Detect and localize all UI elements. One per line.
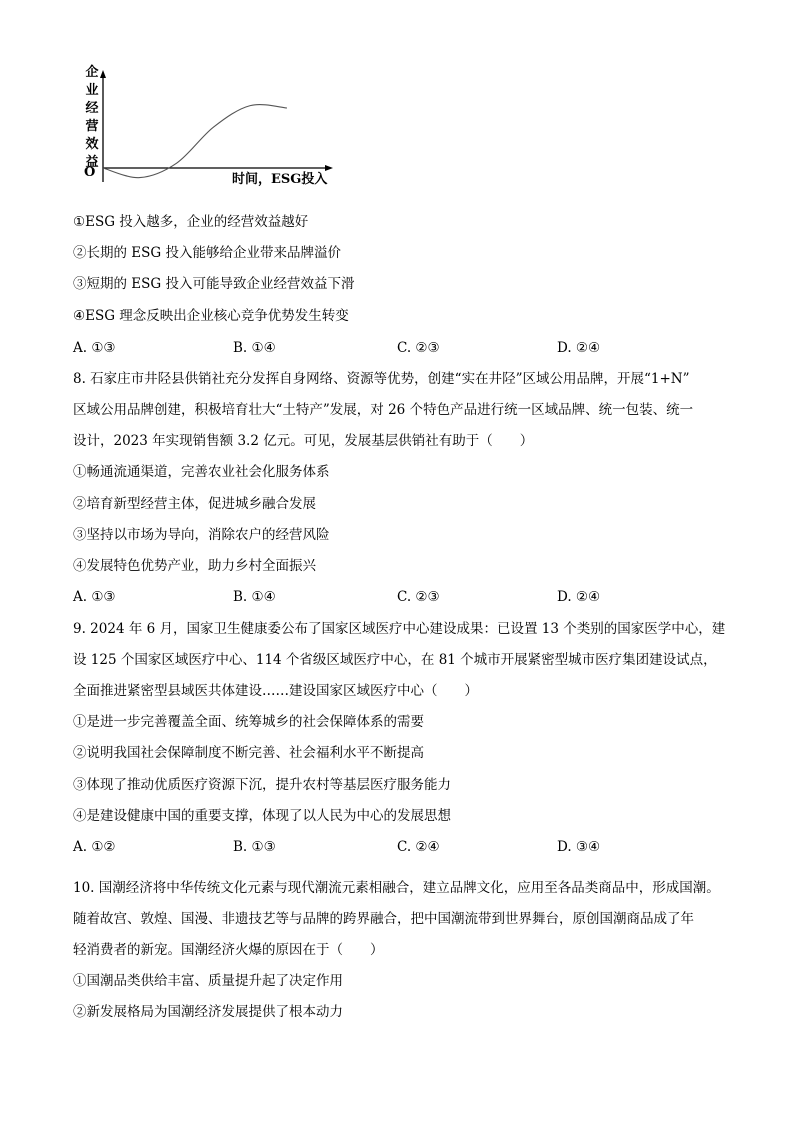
q8-item-4: ④发展特色优势产业，助力乡村全面振兴	[73, 558, 316, 574]
q7-item-3: ③短期的 ESG 投入可能导致企业经营效益下滑	[73, 276, 355, 292]
q8-option-b: B. ①④	[233, 589, 276, 605]
q7-item-4: ④ESG 理念反映出企业核心竞争优势发生转变	[73, 308, 349, 324]
q7-item-1: ①ESG 投入越多，企业的经营效益越好	[73, 214, 309, 230]
q9-option-b: B. ①③	[233, 839, 276, 855]
q8-stem-line-2: 区域公用品牌创建，积极培育壮大“土特产”发展，对 26 个特色产品进行统一区域品牌、统一包装、统一	[73, 402, 694, 418]
q10-stem-line-1: 10. 国潮经济将中华传统文化元素与现代潮流元素相融合，建立品牌文化，应用至各品类商品中，形成国潮。	[73, 880, 720, 896]
q10-item-1: ①国潮品类供给丰富、质量提升起了决定作用	[73, 973, 343, 989]
chart-y-axis-label: 企业经营效益	[85, 65, 99, 170]
esg-benefit-curve	[103, 105, 287, 178]
q8-option-c: C. ②③	[397, 589, 440, 605]
q9-item-2: ②说明我国社会保障制度不断完善、社会福利水平不断提高	[73, 745, 424, 761]
q8-stem-line-1: 8. 石家庄市井陉县供销社充分发挥自身网络、资源等优势，创建“实在井陉”区域公用品牌，开展“1+N”	[73, 371, 690, 387]
q9-item-4: ④是建设健康中国的重要支撑，体现了以人民为中心的发展思想	[73, 808, 451, 824]
q9-option-a: A. ①②	[73, 839, 116, 855]
q10-stem-line-2: 随着故宫、敦煌、国漫、非遗技艺等与品牌的跨界融合，把中国潮流带到世界舞台，原创国潮商品成了年	[73, 911, 694, 927]
q8-option-a: A. ①③	[73, 589, 116, 605]
q9-item-3: ③体现了推动优质医疗资源下沉，提升农村等基层医疗服务能力	[73, 777, 451, 793]
q8-item-2: ②培育新型经营主体，促进城乡融合发展	[73, 496, 316, 512]
q7-option-c: C. ②③	[397, 340, 440, 356]
q9-stem-line-1: 9. 2024 年 6 月，国家卫生健康委公布了国家区域医疗中心建设成果：已设置 13 个类别的国家医学中心，建	[73, 621, 726, 637]
y-axis-arrow	[100, 70, 106, 78]
q10-stem-line-3: 轻消费者的新宠。国潮经济火爆的原因在于（ ）	[73, 942, 384, 958]
q8-item-1: ①畅通流通渠道，完善农业社会化服务体系	[73, 464, 330, 480]
chart-x-axis-label: 时间，ESG投入	[232, 172, 328, 187]
q10-item-2: ②新发展格局为国潮经济发展提供了根本动力	[73, 1004, 343, 1020]
q7-option-a: A. ①③	[73, 340, 116, 356]
q7-item-2: ②长期的 ESG 投入能够给企业带来品牌溢价	[73, 245, 341, 261]
x-axis-arrow	[325, 165, 333, 171]
q9-stem-line-2: 设 125 个国家区域医疗中心、114 个省级区域医疗中心，在 81 个城市开展紧密型城市医疗集团建设试点，	[73, 652, 717, 668]
q9-stem-line-3: 全面推进紧密型县域医共体建设……建设国家区域医疗中心（ ）	[73, 683, 478, 699]
q9-option-c: C. ②④	[397, 839, 440, 855]
q9-item-1: ①是进一步完善覆盖全面、统筹城乡的社会保障体系的需要	[73, 714, 424, 730]
q7-option-b: B. ①④	[233, 340, 276, 356]
q7-option-d: D. ②④	[557, 340, 601, 356]
q8-item-3: ③坚持以市场为导向，消除农户的经营风险	[73, 527, 330, 543]
q8-option-d: D. ②④	[557, 589, 601, 605]
q8-stem-line-3: 设计，2023 年实现销售额 3.2 亿元。可见，发展基层供销社有助于（ ）	[73, 433, 534, 449]
q9-option-d: D. ③④	[557, 839, 601, 855]
chart-origin-label: O	[84, 165, 96, 180]
chart-plot	[95, 70, 335, 185]
